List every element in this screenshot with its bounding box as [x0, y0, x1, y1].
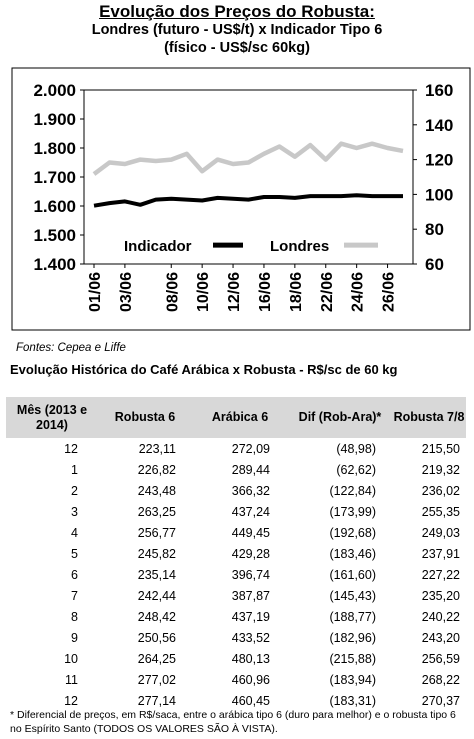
series-line-indicador [94, 195, 403, 205]
table-cell: 12 [64, 693, 78, 708]
table-body [6, 438, 466, 711]
x-tick-label: 12/06 [226, 272, 244, 313]
table-cell: (188,77) [329, 609, 376, 624]
y-left-tick-label: 1.700 [33, 168, 76, 187]
table-cell: 11 [65, 672, 78, 687]
table-row [6, 480, 466, 501]
table-cell: (122,84) [329, 483, 376, 498]
table-cell: 268,22 [421, 672, 460, 687]
table-cell: 460,45 [231, 693, 270, 708]
y-left-tick-label: 1.600 [33, 197, 76, 216]
table-cell: 3 [71, 504, 78, 519]
table-cell: 289,44 [231, 462, 270, 477]
table-cell: (62,62) [336, 462, 376, 477]
price-history-table [6, 397, 466, 711]
series-line-londres [94, 144, 403, 174]
x-tick-label: 10/06 [195, 272, 213, 313]
table-cell: (183,94) [329, 672, 376, 687]
table-cell: (145,43) [329, 588, 376, 603]
table-row [6, 564, 466, 585]
table-cell: (48,98) [336, 441, 376, 456]
table-cell: 250,56 [137, 630, 176, 645]
y-right-tick-label: 60 [425, 255, 444, 274]
chart-subtitle-line1: Londres (futuro - US$/t) x Indicador Tipo 6 [91, 22, 383, 38]
table-cell: 255,35 [421, 504, 460, 519]
y-left-tick-label: 2.000 [33, 81, 76, 100]
legend-label-londres: Londres [270, 238, 330, 256]
table-row [6, 522, 466, 543]
y-right-tick-label: 100 [425, 185, 454, 205]
table-cell: (161,60) [329, 567, 376, 582]
y-right-tick-label: 80 [425, 220, 444, 240]
table-cell: 226,82 [137, 462, 176, 477]
table-cell: 277,14 [137, 693, 176, 708]
table-row [6, 606, 466, 627]
table-cell: 429,28 [231, 546, 270, 561]
table-cell: 2 [71, 483, 78, 498]
table-cell: (173,99) [329, 504, 376, 519]
x-tick-label: 03/06 [117, 272, 135, 313]
y-left-tick-label: 1.900 [33, 110, 76, 129]
table-cell: 240,22 [421, 609, 460, 624]
y-right-tick-label: 160 [425, 81, 454, 100]
table-cell: 235,14 [137, 567, 176, 582]
table-title: Evolução Histórica do Café Arábica x Robusta - R$/sc de 60 kg [10, 362, 398, 377]
table-cell: 243,20 [421, 630, 460, 645]
table-cell: 215,50 [421, 441, 460, 456]
x-tick-label: 26/06 [380, 272, 398, 313]
legend-label-indicador: Indicador [124, 238, 192, 256]
table-cell: 8 [71, 609, 78, 624]
table-row [6, 438, 466, 459]
table-cell: 480,13 [231, 651, 270, 666]
table-cell: 277,02 [137, 672, 176, 687]
table-row [6, 501, 466, 522]
table-row [6, 669, 466, 690]
table-cell: 256,77 [137, 525, 176, 540]
table-cell: 272,09 [231, 441, 270, 456]
table-row [6, 543, 466, 564]
header-month: Mês (2013 e 2014) [16, 402, 88, 432]
table-cell: 449,45 [231, 525, 270, 540]
table-cell: 263,25 [137, 504, 176, 519]
table-cell: 235,20 [421, 588, 460, 603]
table-cell: 256,59 [421, 651, 460, 666]
source-note: Fontes: Cepea e Liffe [16, 342, 126, 354]
table-cell: 242,44 [137, 588, 176, 603]
header-robusta78: Robusta 7/8 [393, 410, 465, 424]
table-cell: 223,11 [138, 441, 176, 456]
x-tick-label: 18/06 [287, 272, 305, 313]
table-cell: 396,74 [231, 567, 270, 582]
price-chart [0, 60, 474, 340]
table-cell: 245,82 [137, 546, 176, 561]
table-cell: 264,25 [137, 651, 176, 666]
y-left-tick-label: 1.500 [33, 226, 76, 245]
table-cell: 433,52 [231, 630, 270, 645]
table-cell: 387,87 [231, 588, 270, 603]
table-cell: 5 [71, 546, 78, 561]
table-cell: 7 [71, 588, 78, 603]
table-cell: 227,22 [421, 567, 460, 582]
table-cell: 237,91 [421, 546, 460, 561]
y-left-tick-label: 1.400 [33, 255, 76, 274]
table-cell: 270,37 [421, 693, 460, 708]
table-cell: 12 [64, 441, 78, 456]
table-cell: (192,68) [329, 525, 376, 540]
table-cell: (183,31) [329, 693, 376, 708]
y-right-tick-label: 140 [425, 115, 454, 135]
x-tick-label: 24/06 [349, 272, 367, 313]
header-dif: Dif (Rob-Ara)* [298, 410, 382, 424]
table-cell: 4 [71, 525, 78, 540]
table-cell: 460,96 [231, 672, 270, 687]
table-cell: 236,02 [421, 483, 460, 498]
table-cell: 437,24 [231, 504, 270, 519]
table-cell: 366,32 [231, 483, 270, 498]
table-cell: 10 [64, 651, 78, 666]
table-row [6, 459, 466, 480]
table-cell: 6 [71, 567, 78, 582]
table-row [6, 627, 466, 648]
header-robusta6: Robusta 6 [114, 410, 176, 424]
table-cell: 249,03 [421, 525, 460, 540]
table-cell: 437,19 [231, 609, 270, 624]
table-row [6, 648, 466, 669]
x-tick-label: 16/06 [256, 272, 274, 313]
table-cell: 9 [71, 630, 78, 645]
chart-subtitle-line2: (físico - US$/sc 60kg) [164, 40, 310, 56]
chart-title: Evolução dos Preços do Robusta: [99, 2, 375, 21]
table-row [6, 585, 466, 606]
table-cell: 1 [71, 462, 78, 477]
table-cell: (215,88) [329, 651, 376, 666]
x-tick-label: 01/06 [87, 272, 104, 313]
y-right-tick-label: 120 [425, 150, 454, 170]
header-arabica6: Arábica 6 [211, 410, 269, 424]
y-left-tick-label: 1.800 [33, 139, 76, 158]
footnote: * Diferencial de preços, em R$/saca, entre o arábica tipo 6 (duro para melhor) e o robusta tipo 6 no Espírito Santo (TODOS OS VALORES SÃO À VISTA). [10, 709, 456, 735]
table-header-row [6, 397, 466, 438]
table-cell: 248,42 [137, 609, 176, 624]
x-tick-label: 08/06 [164, 272, 182, 313]
table-cell: (183,46) [329, 546, 376, 561]
table-cell: 243,48 [137, 483, 176, 498]
table-cell: 219,32 [421, 462, 460, 477]
table-cell: (182,96) [329, 630, 376, 645]
x-tick-label: 22/06 [318, 272, 336, 313]
